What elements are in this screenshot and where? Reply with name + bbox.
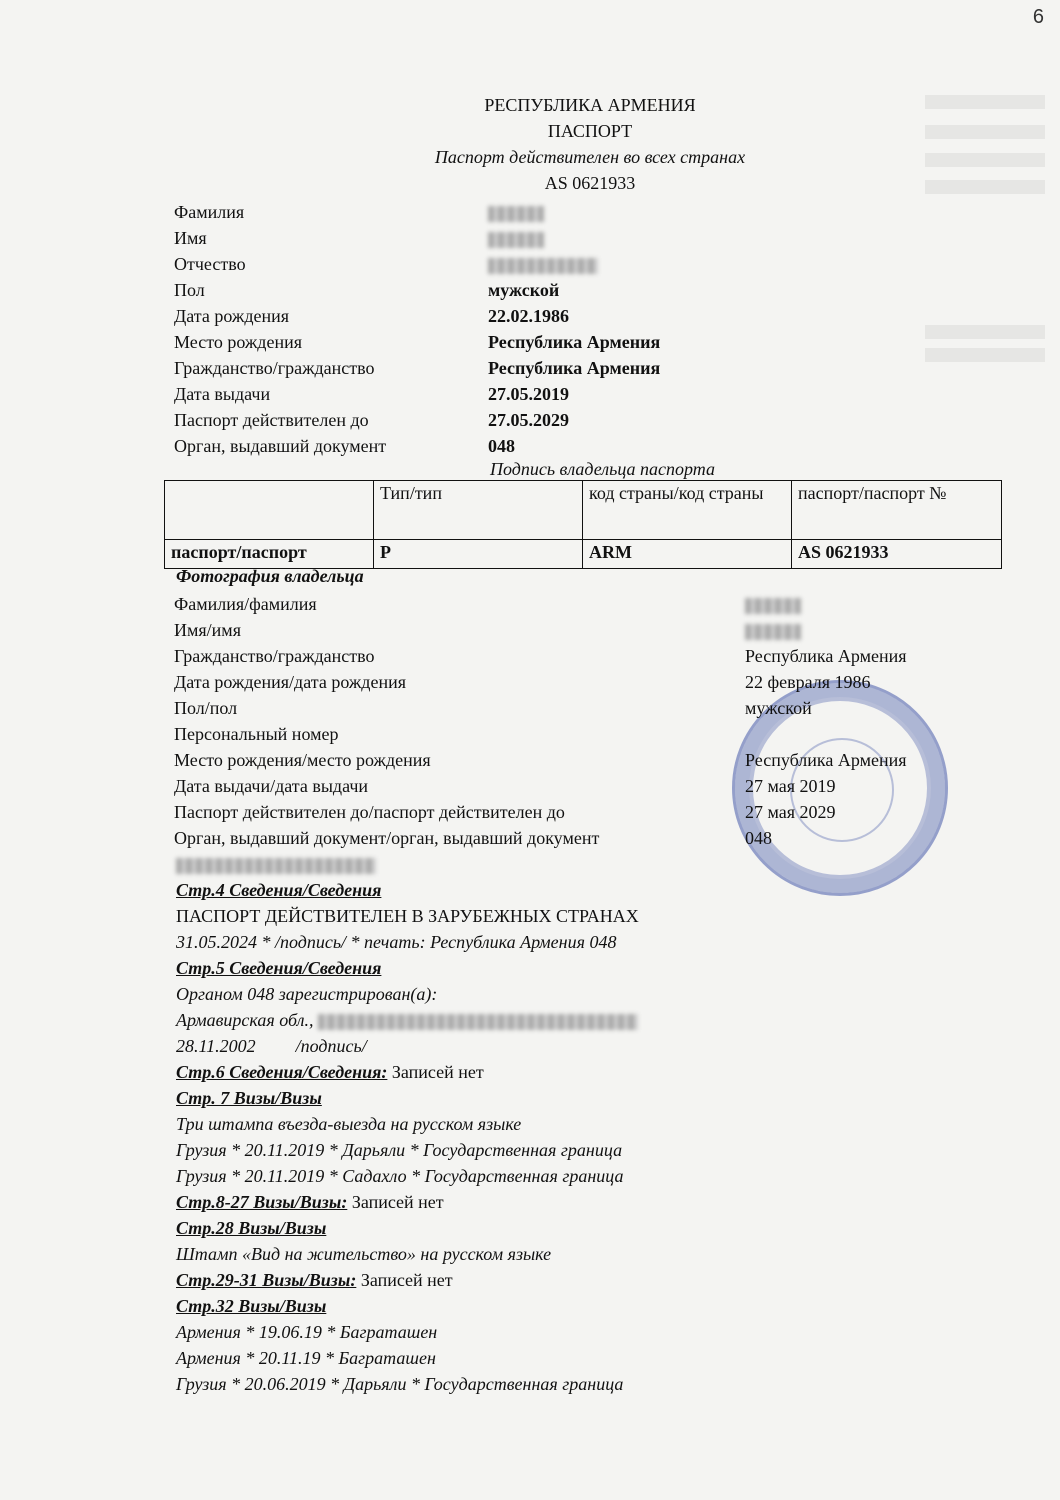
field-value: 22.02.1986 — [488, 306, 569, 326]
field-label: Место рождения — [174, 332, 303, 352]
table-header-cell: код страны/код страны — [583, 481, 792, 540]
field-value: 048 — [488, 436, 515, 456]
section-line — [176, 1267, 453, 1293]
header-validity: Паспорт действителен во всех странах — [434, 147, 746, 167]
field-label: Место рождения/место рождения — [174, 750, 431, 770]
field-label: Орган, выдавший документ/орган, выдавший документ — [174, 828, 600, 848]
field-value: 048 — [745, 828, 772, 848]
section-text: Записей нет — [356, 1270, 453, 1290]
field-value: Республика Армения — [745, 750, 907, 770]
field-value: 27 мая 2019 — [745, 776, 836, 796]
section-line — [176, 1059, 484, 1085]
field-label: Дата рождения/дата рождения — [174, 672, 406, 692]
section-line — [176, 1007, 638, 1033]
section-line: Грузия * 20.06.2019 * Дарьяли * Государственная граница — [176, 1374, 624, 1394]
section-text: Записей нет — [387, 1062, 484, 1082]
section-line — [176, 1189, 444, 1215]
field-label: Дата рождения — [174, 306, 290, 326]
field-label: Фамилия/фамилия — [174, 594, 317, 614]
field-label: Пол — [174, 280, 205, 300]
field-value: мужской — [488, 280, 560, 300]
field-label: Имя/имя — [174, 620, 241, 640]
field-value — [488, 225, 544, 251]
field-label: Имя — [174, 228, 207, 248]
section-title: Стр.29-31 Визы/Визы: — [176, 1270, 357, 1290]
field-value: Республика Армения — [488, 332, 661, 352]
section-line — [176, 1033, 367, 1059]
field-label: Фамилия — [174, 202, 245, 222]
signature-caption: Подпись владельца паспорта — [490, 459, 716, 479]
section-title: Стр.8-27 Визы/Визы: — [176, 1192, 348, 1212]
field-label: Орган, выдавший документ — [174, 436, 387, 456]
section-line: ПАСПОРТ ДЕЙСТВИТЕЛЕН В ЗАРУБЕЖНЫХ СТРАНАХ — [176, 906, 639, 926]
header-country: РЕСПУБЛИКА АРМЕНИЯ — [484, 95, 696, 115]
field-value: Республика Армения — [488, 358, 661, 378]
table-header-cell — [165, 481, 374, 540]
section-line: 31.05.2024 * /подпись/ * печать: Республика Армения 048 — [176, 932, 617, 952]
redacted-signature — [176, 851, 376, 877]
field-value: 27.05.2029 — [488, 410, 569, 430]
table-cell: P — [374, 540, 583, 569]
section-line: Три штампа въезда-выезда на русском языке — [176, 1114, 522, 1134]
field-value — [488, 199, 544, 225]
field-label: Отчество — [174, 254, 246, 274]
table-cell: паспорт/паспорт — [165, 540, 374, 569]
section-title: Стр.6 Сведения/Сведения: — [176, 1062, 388, 1082]
field-value: 22 февраля 1986 — [745, 672, 871, 692]
table-cell: ARM — [583, 540, 792, 569]
page-number: 6 — [1032, 6, 1044, 28]
field-value — [745, 591, 801, 617]
header-number: AS 0621933 — [544, 173, 636, 193]
table-header-row — [165, 481, 1002, 540]
field-label: Персональный номер — [174, 724, 339, 744]
section-line: Грузия * 20.11.2019 * Дарьяли * Государственная граница — [176, 1140, 623, 1160]
field-value: 27.05.2019 — [488, 384, 569, 404]
field-label: Гражданство/гражданство — [174, 358, 375, 378]
section-line: Грузия * 20.11.2019 * Садахло * Государственная граница — [176, 1166, 624, 1186]
section-title: Стр.5 Сведения/Сведения — [176, 958, 382, 978]
photo-caption: Фотография владельца — [176, 566, 364, 586]
field-label: Гражданство/гражданство — [174, 646, 375, 666]
field-value — [488, 251, 598, 277]
signature-note: /подпись/ — [295, 1036, 367, 1056]
section-line: Штамп «Вид на жительство» на русском языке — [176, 1244, 552, 1264]
reg-date: 28.11.2002 — [176, 1036, 256, 1056]
field-label: Пол/пол — [174, 698, 238, 718]
section-title: Стр.4 Сведения/Сведения — [176, 880, 382, 900]
section-text: Записей нет — [347, 1192, 444, 1212]
header-doc: ПАСПОРТ — [547, 121, 633, 141]
field-value: 27 мая 2029 — [745, 802, 836, 822]
region-text: Армавирская обл., — [176, 1010, 314, 1030]
field-label: Дата выдачи/дата выдачи — [174, 776, 369, 796]
section-line: Армения * 19.06.19 * Баграташен — [176, 1322, 438, 1342]
table-cell: AS 0621933 — [792, 540, 1002, 569]
field-label: Паспорт действителен до/паспорт действителен до — [174, 802, 565, 822]
field-label: Паспорт действителен до — [174, 410, 369, 430]
section-title: Стр.28 Визы/Визы — [176, 1218, 327, 1238]
field-value: Республика Армения — [745, 646, 907, 666]
field-value — [745, 617, 801, 643]
field-value: мужской — [745, 698, 812, 718]
table-header-cell: паспорт/паспорт № — [792, 481, 1002, 540]
section-line: Армения * 20.11.19 * Баграташен — [176, 1348, 436, 1368]
table-header-cell: Тип/тип — [374, 481, 583, 540]
table-row — [165, 540, 1002, 569]
section-title: Стр. 7 Визы/Визы — [176, 1088, 322, 1108]
section-title: Стр.32 Визы/Визы — [176, 1296, 327, 1316]
field-label: Дата выдачи — [174, 384, 271, 404]
section-line: Органом 048 зарегистрирован(а): — [176, 984, 438, 1004]
passport-type-table — [164, 480, 1002, 569]
